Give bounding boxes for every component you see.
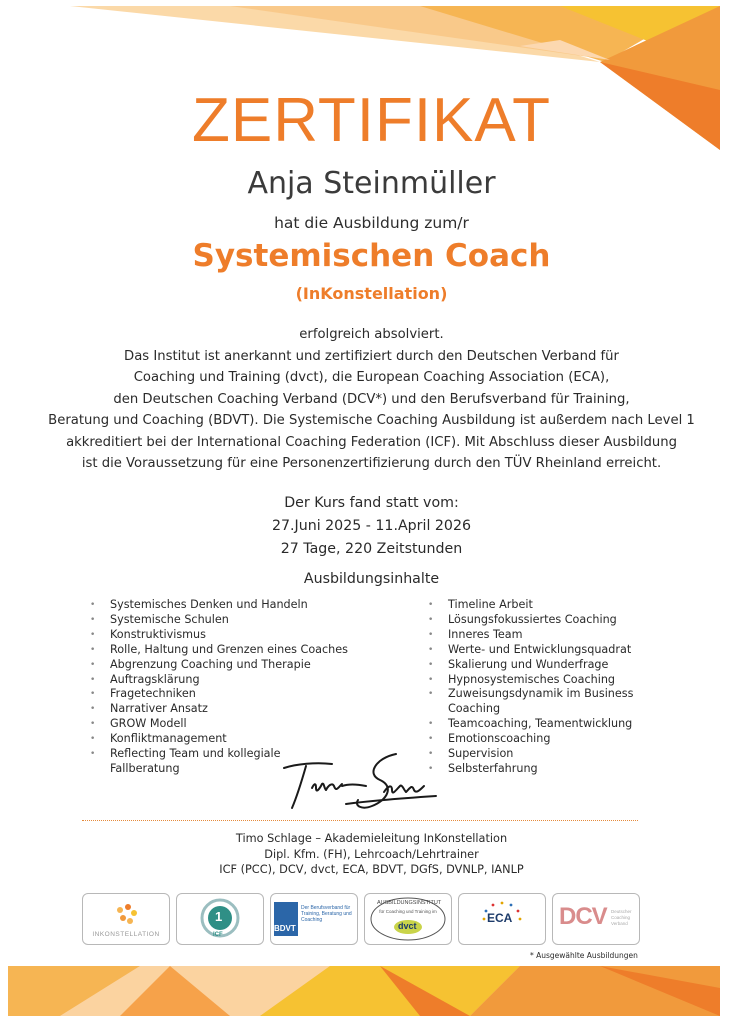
list-item: • Inneres Team bbox=[428, 628, 688, 643]
signatory-memberships: ICF (PCC), DCV, dvct, ECA, BDVT, DGfS, DVNLP, IANLP bbox=[219, 863, 524, 876]
list-item: • Systemische Schulen bbox=[90, 613, 380, 628]
certificate-title: ZERTIFIKAT bbox=[191, 86, 552, 155]
list-item: • Abgrenzung Coaching und Therapie bbox=[90, 658, 380, 673]
dcv-logo bbox=[552, 893, 640, 945]
dvct-ring-text: AUSBILDUNGSINSTITUT bbox=[377, 900, 442, 906]
description-line: Coaching und Training (dvct), die European Coaching Association (ECA), bbox=[133, 370, 610, 385]
bottom-decoration bbox=[0, 958, 743, 1024]
inkonstellation-wordmark: INKONSTELLATION bbox=[92, 931, 160, 938]
course-duration: 27 Tage, 220 Zeitstunden bbox=[280, 541, 463, 557]
list-item: • Skalierung und Wunderfrage bbox=[428, 658, 688, 673]
list-item: • Timeline Arbeit bbox=[428, 598, 688, 613]
signature-image bbox=[276, 748, 446, 820]
signatory-name: Timo Schlage – Akademieleitung InKonstellation bbox=[235, 832, 508, 845]
list-item: • Lösungsfokussiertes Coaching bbox=[428, 613, 688, 628]
description-line: Beratung und Coaching (BDVT). Die Systemische Coaching Ausbildung ist außerdem nach Level 1 bbox=[48, 413, 695, 428]
list-item: • Rolle, Haltung und Grenzen eines Coaches bbox=[90, 643, 380, 658]
list-item: • Zuweisungsdynamik im Business Coaching bbox=[428, 687, 648, 717]
eca-logo bbox=[458, 893, 546, 945]
dvct-sub-text: für Coaching und Training im bbox=[379, 909, 437, 914]
recipient-name: Anja Steinmüller bbox=[247, 166, 496, 201]
list-item: • Emotionscoaching bbox=[428, 732, 688, 747]
icf-logo bbox=[176, 893, 264, 945]
icf-label: ICF bbox=[213, 932, 223, 938]
description-line: ist die Voraussetzung für eine Personenzertifizierung durch den TÜV Rheinland erreicht. bbox=[81, 456, 662, 471]
footnote: * Ausgewählte Ausbildungen bbox=[530, 951, 638, 960]
list-item: • Supervision bbox=[428, 747, 688, 762]
contents-list-right bbox=[428, 598, 688, 777]
signatory-block bbox=[0, 831, 743, 878]
course-dates: 27.Juni 2025 - 11.April 2026 bbox=[271, 518, 472, 534]
course-dates-block bbox=[0, 492, 743, 561]
bdvt-text: Der Berufsverband für Training, Beratung und Coaching bbox=[301, 905, 352, 923]
description-line: den Deutschen Coaching Verband (DCV*) und den Berufsverband für Training, bbox=[113, 391, 630, 407]
dvct-logo bbox=[364, 893, 452, 945]
course-heading: Der Kurs fand statt vom: bbox=[284, 495, 459, 511]
list-item: • GROW Modell bbox=[90, 717, 380, 732]
list-item: • Fragetechniken bbox=[90, 687, 380, 702]
icf-level: 1 bbox=[215, 909, 223, 924]
list-item: • Narrativer Ansatz bbox=[90, 702, 380, 717]
list-item: • Hypnosystemisches Coaching bbox=[428, 673, 688, 688]
signatory-degree: Dipl. Kfm. (FH), Lehrcoach/Lehrtrainer bbox=[264, 847, 479, 861]
intro-text: hat die Ausbildung zum/r bbox=[274, 214, 469, 232]
contents-heading: Ausbildungsinhalte bbox=[303, 571, 440, 587]
description-paragraph bbox=[40, 324, 703, 475]
list-item: • Systemisches Denken und Handeln bbox=[90, 598, 380, 613]
bdvt-short: BDVT bbox=[274, 924, 296, 933]
list-item: • Konfliktmanagement bbox=[90, 732, 380, 747]
institute-name: (InKonstellation) bbox=[295, 284, 448, 303]
description-line: akkreditiert bei der International Coaching Federation (ICF). Mit Abschluss dieser Ausbildung bbox=[66, 434, 677, 450]
list-item: • Auftragsklärung bbox=[90, 673, 380, 688]
eca-short: ECA bbox=[487, 911, 513, 925]
list-item: • Selbsterfahrung bbox=[428, 762, 688, 777]
list-item: • Konstruktivismus bbox=[90, 628, 380, 643]
list-item: • Teamcoaching, Teamentwicklung bbox=[428, 717, 688, 732]
description-line: erfolgreich absolviert. bbox=[299, 327, 444, 342]
description-line: Das Institut ist anerkannt und zertifiziert durch den Deutschen Verband für bbox=[124, 348, 619, 364]
inkonstellation-logo bbox=[82, 893, 170, 945]
course-name: Systemischen Coach bbox=[192, 238, 551, 274]
list-item: • Werte- und Entwicklungsquadrat bbox=[428, 643, 688, 658]
signature-divider bbox=[82, 820, 638, 821]
dcv-text: Deutscher Coaching Verband bbox=[611, 909, 632, 926]
dcv-short: DCV bbox=[559, 903, 607, 930]
dvct-short: dvct bbox=[398, 921, 417, 931]
bdvt-logo bbox=[270, 893, 358, 945]
list-item: • Reflecting Team und kollegiale Fallberatung bbox=[90, 747, 300, 777]
accreditation-logos bbox=[82, 893, 638, 945]
